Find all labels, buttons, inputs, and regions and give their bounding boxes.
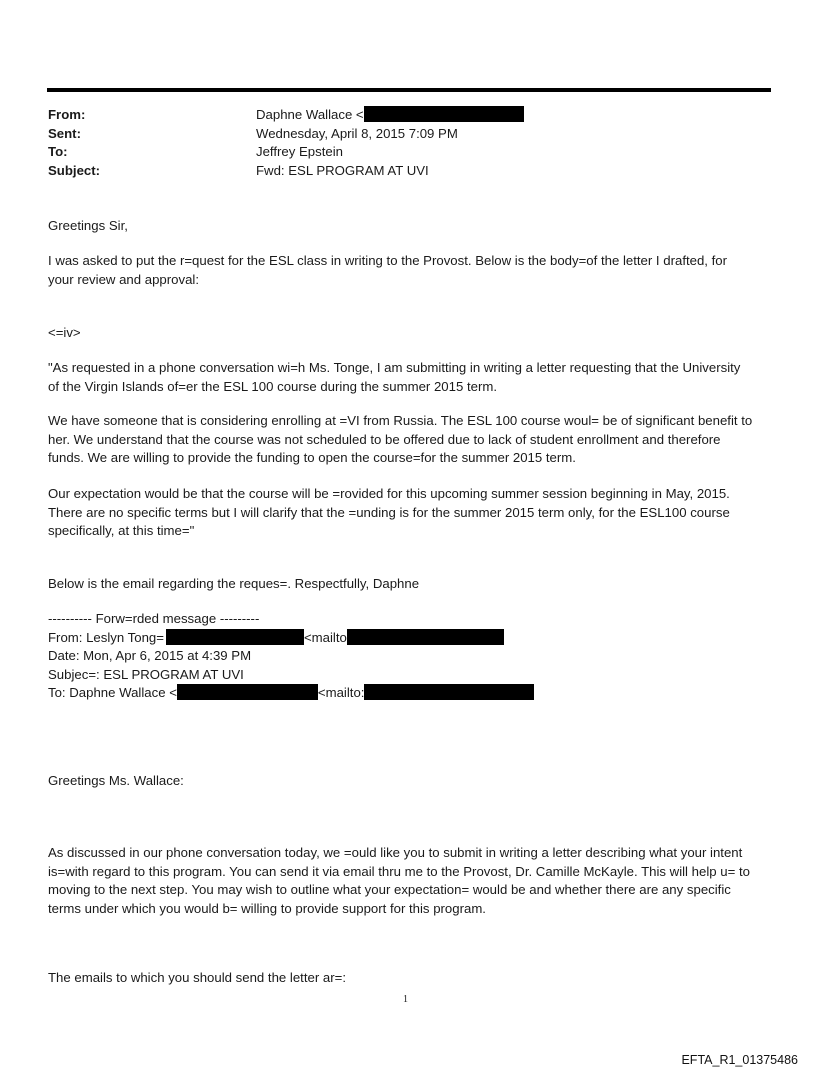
paragraph-line: of the Virgin Islands of=er the ESL 100 course during the summer 2015 term.: [48, 378, 497, 394]
page-number: 1: [403, 994, 408, 1005]
paragraph-line: her. We understand that the course was not scheduled to be offered due to lack of student enrollment and therefore: [48, 431, 721, 447]
redaction-box: [177, 684, 318, 700]
paragraph-line: moving to the next step. You may wish to outline what your expectation= would be and whether there are any specific: [48, 882, 731, 898]
redaction-box: [166, 629, 304, 645]
paragraph-line: As discussed in our phone conversation today, we =ould like you to submit in writing a letter describing what your intent: [48, 845, 743, 860]
below-paragraph: [48, 575, 772, 594]
paragraph-line: "As requested in a phone conversation wi=h Ms. Tonge, I am submitting in writing a letter requesting that the University: [48, 360, 741, 375]
from-label: From:: [48, 107, 86, 122]
forward-from-text: From: Leslyn Tong=: [48, 629, 164, 645]
paragraph-line: is=with regard to this program. You can send it via email thru me to the Provost, Dr. Camille McKayle. This will help u= to: [48, 863, 750, 879]
redaction-box: [364, 684, 534, 700]
paragraph-line: funds. We are willing to provide the funding to open the course=for the summer 2015 term.: [48, 450, 576, 466]
paragraph-line: I was asked to put the r=quest for the ESL class in writing to the Provost. Below is the body=of the letter I drafted, for: [48, 253, 728, 268]
header-divider-rule: [47, 88, 771, 92]
letter-paragraph-1: [48, 359, 772, 396]
paragraph-line: We have someone that is considering enrolling at =VI from Russia. The ESL 100 course woul= be of significant benefit to: [48, 413, 753, 428]
forward-date-line: Date: Mon, Apr 6, 2015 at 4:39 PM: [48, 648, 252, 664]
paragraph-line: terms under which you would b= willing to provide support for this program.: [48, 900, 486, 916]
paragraph-line: The emails to which you should send the letter ar=:: [48, 970, 346, 985]
forward-from-line: [48, 629, 772, 648]
forward-to-mailto: <mailto:: [317, 685, 365, 701]
paragraph-line: There are no specific terms but I will clarify that the =unding is for the summer 2015 term only, for the ESL100 course: [48, 504, 730, 520]
subject-value: Fwd: ESL PROGRAM AT UVI: [256, 162, 429, 178]
paragraph-line: Below is the email regarding the reques=. Respectfully, Daphne: [48, 576, 420, 591]
forward-to-line: [48, 684, 772, 703]
paragraph-line: your review and approval:: [48, 271, 200, 287]
from-name: Daphne Wallace <: [256, 107, 364, 122]
letter-paragraph-2: [48, 412, 772, 468]
div-tag-text: [48, 324, 772, 343]
sent-label: Sent:: [48, 125, 81, 141]
greeting-sir: [48, 217, 772, 236]
subject-label: Subject:: [48, 162, 101, 178]
forward-subject-line: Subjec=: ESL PROGRAM AT UVI: [48, 666, 244, 682]
to-label: To:: [48, 144, 68, 160]
bates-number: EFTA_R1_01375486: [681, 1053, 798, 1067]
redaction-box: [364, 106, 524, 122]
div-tag-line: <=iv>: [48, 325, 81, 340]
forward-separator: ---------- Forw=rded message ---------: [48, 611, 260, 626]
greeting-text: Greetings Ms. Wallace:: [48, 773, 184, 788]
forward-from-mailto: <mailto: [303, 629, 347, 645]
from-value: [256, 106, 524, 125]
sent-value: Wednesday, April 8, 2015 7:09 PM: [256, 125, 458, 141]
greeting-ms-wallace: [48, 772, 772, 791]
forwarded-message-block: [48, 610, 772, 703]
redaction-box: [347, 629, 504, 645]
to-value: Jeffrey Epstein: [256, 144, 343, 160]
letter-paragraph-3: [48, 485, 772, 541]
paragraph-line: Our expectation would be that the course will be =rovided for this upcoming summer session beginning in May, 2015.: [48, 486, 730, 501]
forward-to-text: To: Daphne Wallace <: [48, 685, 177, 701]
reply-paragraph-2: [48, 969, 772, 988]
intro-paragraph: [48, 252, 772, 289]
paragraph-line: specifically, at this time=": [48, 523, 195, 539]
reply-paragraph-1: [48, 844, 772, 918]
greeting-text: Greetings Sir,: [48, 218, 128, 233]
